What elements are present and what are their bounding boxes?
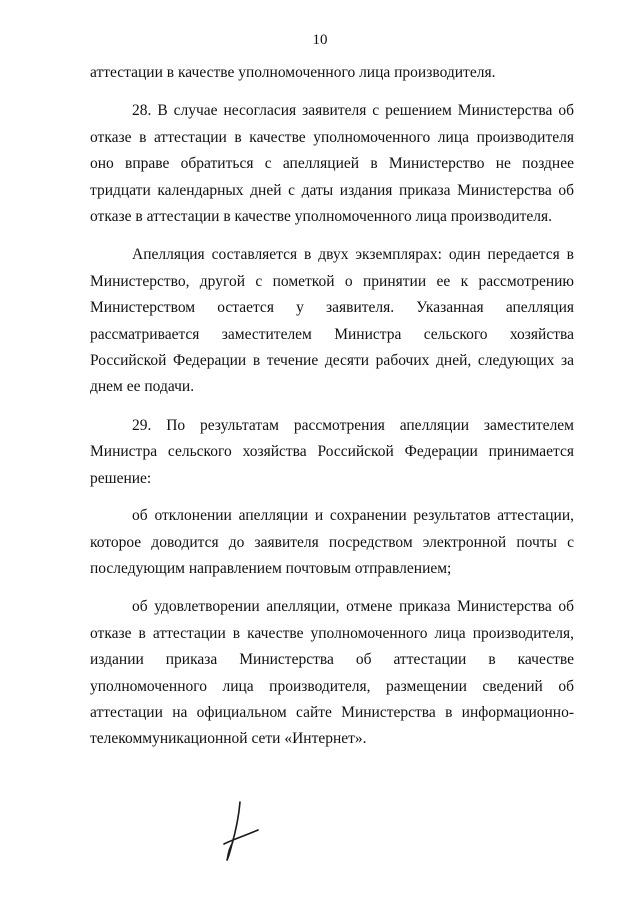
paragraph-decision-accept: об удовлетворении апелляции, отмене приказа Министерства об отказе в аттестации в качестве уполномоченного лица производителя, издании приказа Министерства об аттестации в качестве уполномоченного лица производителя, размещении сведений об аттестации на официальном сайте Министерства в информационно-телекоммуникационной сети «Интернет».	[90, 598, 574, 748]
handwritten-signature	[218, 800, 262, 862]
paragraph-continuation: аттестации в качестве уполномоченного лица производителя.	[90, 64, 496, 81]
paragraph-decision-reject: об отклонении апелляции и сохранении результатов аттестации, которое доводится до заявителя посредством электронной почты с последующим направлением почтовым отправлением;	[90, 507, 574, 577]
paragraph-28: 28. В случае несогласия заявителя с решением Министерства об отказе в аттестации в качестве уполномоченного лица производителя оно вправе обратиться с апелляцией в Министерство не позднее тридцати календарных дней с даты издания приказа Министерства об отказе в аттестации в качестве уполномоченного лица производителя.	[90, 102, 574, 226]
paragraph-appeal-copies: Апелляция составляется в двух экземплярах: один передается в Министерство, другой с пометкой о принятии ее к рассмотрению Министерством остается у заявителя. Указанная апелляция рассматривается заместителем Министра сельского хозяйства Российской Федерации в течение десяти рабочих дней, следующих за днем ее подачи.	[90, 246, 574, 396]
page-number: 10	[312, 32, 328, 48]
document-body	[90, 60, 574, 765]
paragraph-29: 29. По результатам рассмотрения апелляции заместителем Министра сельского хозяйства Российской Федерации принимается решение:	[90, 416, 574, 487]
